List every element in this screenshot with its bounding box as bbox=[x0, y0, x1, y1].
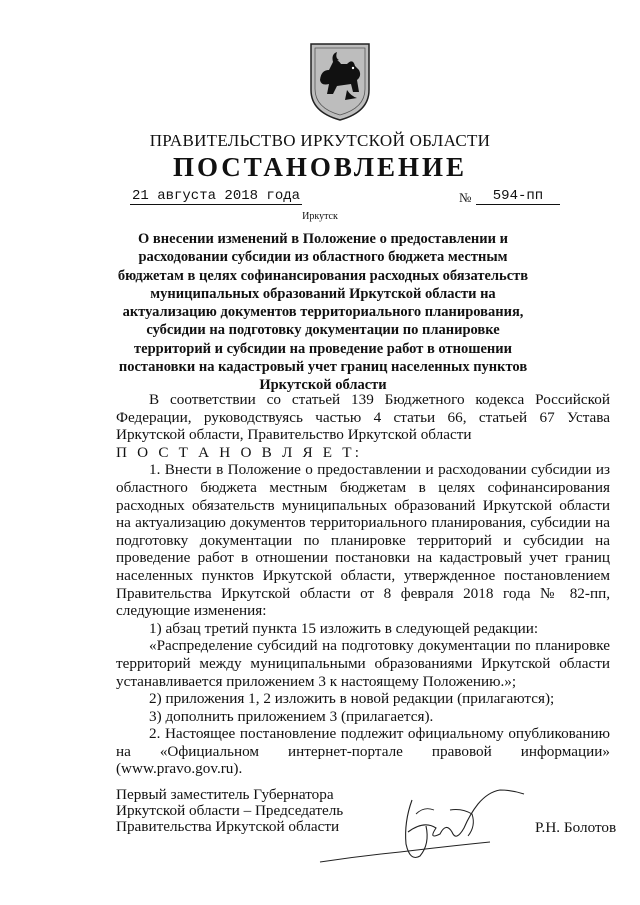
document-number: 594-пп bbox=[476, 188, 560, 205]
item-1-3: 3) дополнить приложением 3 (прилагается). bbox=[149, 707, 434, 725]
signatory-position-line: Правительства Иркутской области bbox=[116, 818, 340, 835]
item-1-1-quote: «Распределение субсидий на подготовку документации по планировке территорий между муниципальными образованиями Иркутской области устанавливается приложением 3 к настоящему Положению.»; bbox=[116, 637, 610, 690]
item-1-1: 1) абзац третий пункта 15 изложить в следующей редакции: bbox=[149, 619, 539, 637]
number-sign: № bbox=[459, 190, 472, 205]
signatory-position-line: Первый заместитель Губернатора bbox=[116, 786, 334, 803]
document-title: О внесении изменений в Положение о предоставлении и расходовании субсидии из областного бюджета местным бюджетам в целях софинансирования расходных обязательств муниципальных образований Иркутской области на актуализацию документов территориального планирования, субсидии на подготовку документации по планировке территорий и субсидии на проведение работ в отношении постановки на кадастровый учет границ населенных пунктов Иркутской области bbox=[117, 231, 529, 394]
item-1-2: 2) приложения 1, 2 изложить в новой редакции (прилагаются); bbox=[149, 690, 555, 708]
coat-of-arms-icon bbox=[307, 40, 373, 122]
item-2: 2. Настоящее постановление подлежит официальному опубликованию на «Официальном интернет-портале правовой информации» (www.pravo.gov.ru). bbox=[116, 725, 610, 778]
document-date-value: 21 августа 2018 года bbox=[132, 188, 301, 204]
intro-paragraph: В соответствии со статьей 139 Бюджетного кодекса Российской Федерации, руководствуясь частью 4 статьи 66, статьей 67 Устава Иркутской области, Правительство Иркутской области bbox=[116, 391, 610, 444]
government-name: ПРАВИТЕЛЬСТВО ИРКУТСКОЙ ОБЛАСТИ bbox=[149, 131, 491, 150]
signatory-position-line: Иркутской области – Председатель bbox=[116, 802, 344, 819]
document-date bbox=[130, 188, 302, 204]
city: Иркутск bbox=[302, 211, 338, 222]
resolves-heading: П О С Т А Н О В Л Я Е Т: bbox=[116, 443, 363, 461]
handwritten-signature bbox=[300, 770, 540, 880]
signatory-name: Р.Н. Болотов bbox=[535, 819, 617, 836]
document-body bbox=[116, 391, 610, 778]
item-1: 1. Внести в Положение о предоставлении и расходовании субсидии из областного бюджета местным бюджетам в целях софинансирования расходных обязательств муниципальных образований Иркутской области на актуализацию документов территориального планирования, субсидии на подготовку документации по планировке территорий и субсидии на проведение работ в отношении постановки на кадастровый учет границ населенных пунктов Иркутской области, утвержденное постановлением Правительства Иркутской области от 8 февраля 2018 года № 82-пп, следующие изменения: bbox=[116, 461, 610, 620]
document-type: ПОСТАНОВЛЕНИЕ bbox=[172, 152, 468, 182]
